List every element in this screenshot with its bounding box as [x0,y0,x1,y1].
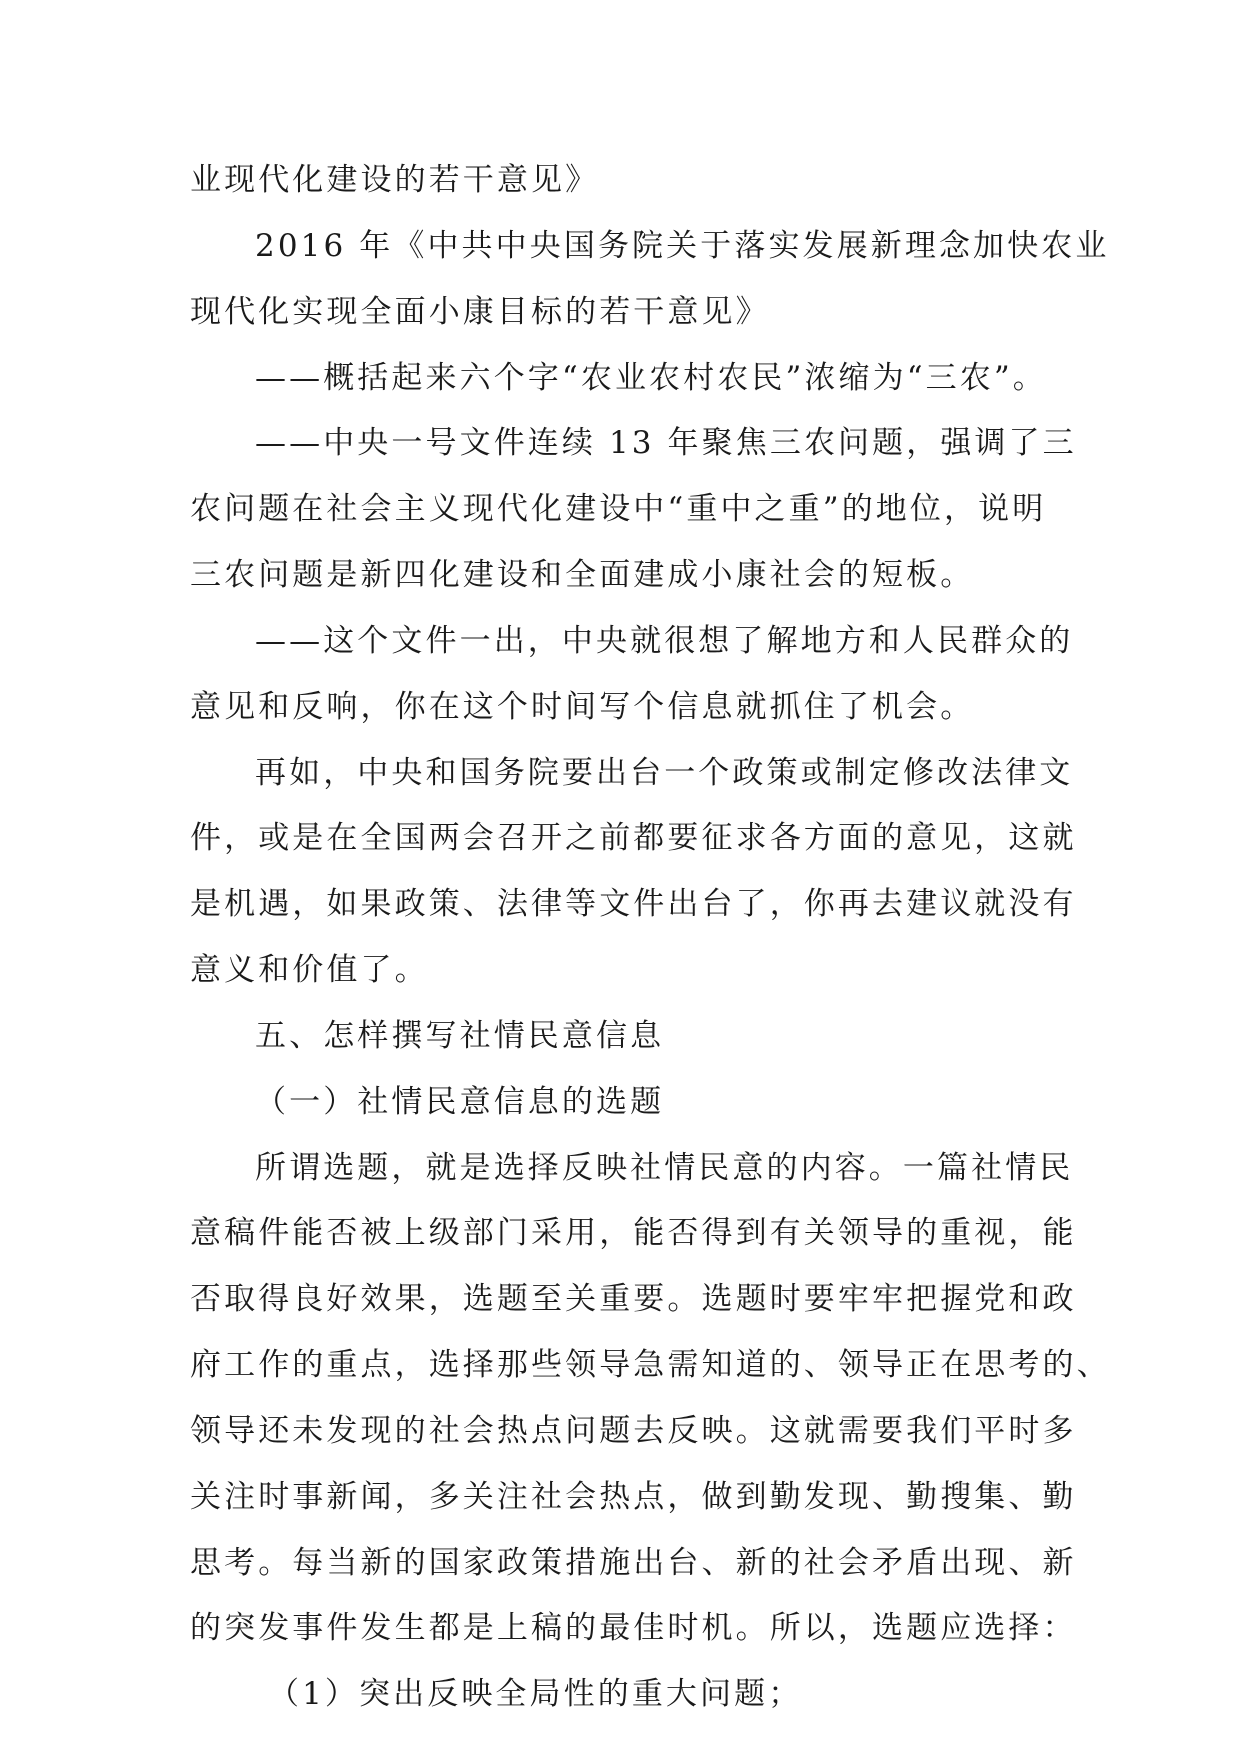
text-line: 三农问题是新四化建设和全面建成小康社会的短板。 [190,557,975,593]
text-line: 思考。每当新的国家政策措施出台、新的社会矛盾出现、新 [190,1545,1077,1581]
text-line: 现代化实现全面小康目标的若干意见》 [190,294,770,330]
section-heading: 五、怎样撰写社情民意信息 [255,1018,665,1054]
text-line: ——概括起来六个字“农业农村农民”浓缩为“三农”。 [255,360,1047,396]
text-line: 业现代化建设的若干意见》 [190,162,600,198]
text-line: 件，或是在全国两会召开之前都要征求各方面的意见，这就 [190,820,1077,856]
text-line: 意义和价值了。 [190,952,429,988]
text-line: 所谓选题，就是选择反映社情民意的内容。一篇社情民 [255,1150,1074,1186]
text-line: 否取得良好效果，选题至关重要。选题时要牢牢把握党和政 [190,1281,1077,1317]
subsection-heading: （一）社情民意信息的选题 [255,1084,665,1120]
text-line: 府工作的重点，选择那些领导急需知道的、领导正在思考的、 [190,1347,1111,1383]
text-line: 领导还未发现的社会热点问题去反映。这就需要我们平时多 [190,1413,1077,1449]
text-line: 再如，中央和国务院要出台一个政策或制定修改法律文 [255,755,1074,791]
text-line: 是机遇，如果政策、法律等文件出台了，你再去建议就没有 [190,886,1077,922]
text-line: 的突发事件发生都是上稿的最佳时机。所以，选题应选择： [190,1610,1077,1646]
text-line: 2016 年《中共中央国务院关于落实发展新理念加快农业 [255,228,1110,264]
text-line: 意稿件能否被上级部门采用，能否得到有关领导的重视，能 [190,1215,1077,1251]
text-line: 意见和反响，你在这个时间写个信息就抓住了机会。 [190,689,975,725]
text-line: 农问题在社会主义现代化建设中“重中之重”的地位，说明 [190,491,1047,527]
text-line: 关注时事新闻，多关注社会热点，做到勤发现、勤搜集、勤 [190,1479,1077,1515]
text-line: ——这个文件一出，中央就很想了解地方和人民群众的 [255,623,1074,659]
list-item: （1）突出反映全局性的重大问题； [268,1676,803,1712]
text-line: ——中央一号文件连续 13 年聚焦三农问题，强调了三 [255,425,1077,461]
